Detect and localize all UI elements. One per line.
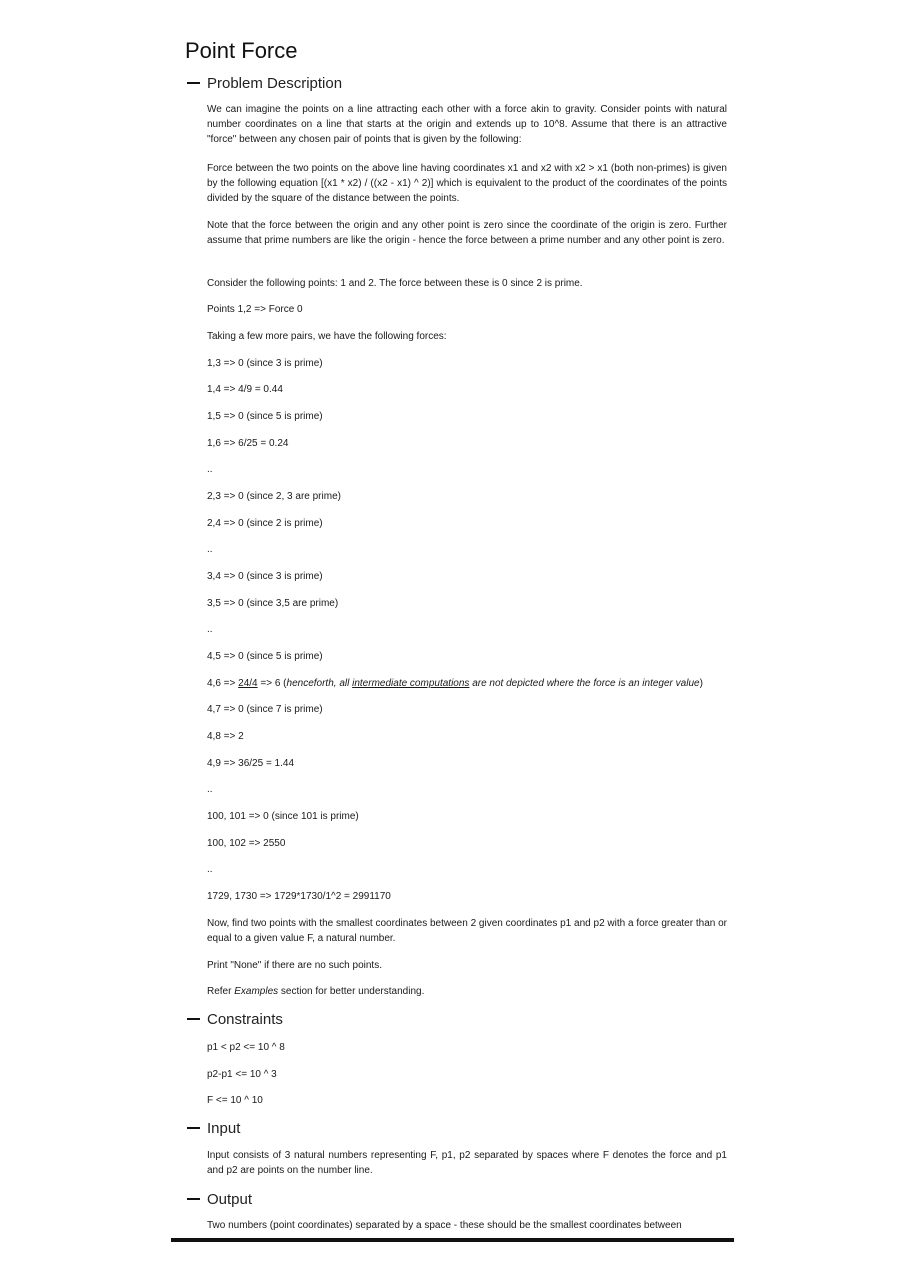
fraction-link: 24/4 (238, 678, 258, 689)
section-label: Problem Description (207, 74, 343, 92)
section-label: Input (207, 1119, 241, 1137)
example-line: 3,5 => 0 (since 3,5 are prime) (207, 598, 339, 609)
description-paragraph: Taking a few more pairs, we have the following forces: (207, 331, 447, 342)
example-line: 4,5 => 0 (since 5 is prime) (207, 651, 323, 662)
example-line: 3,4 => 0 (since 3 is prime) (207, 571, 323, 582)
section-input[interactable] (187, 1118, 240, 1138)
example-line: .. (207, 784, 213, 795)
example-line: .. (207, 544, 213, 555)
example-line: 1729, 1730 => 1729*1730/1^2 = 2991170 (207, 891, 391, 902)
description-paragraph: Now, find two points with the smallest coordinates between 2 given coordinates p1 and p2 with a force greater than or equal to a given value F, a natural number. (207, 918, 727, 944)
collapse-icon[interactable] (187, 1018, 200, 1020)
example-line: 4,7 => 0 (since 7 is prime) (207, 704, 323, 715)
example-line-4-6: 4,6 => 24/4 => 6 (henceforth, all intermediate computations are not depicted where the force is an integer value) (207, 678, 703, 689)
description-paragraph: Note that the force between the origin and any other point is zero since the coordinate of the origin is zero. Further assume that prime numbers are like the origin - hence the force between a prime number and any other point is zero. (207, 220, 727, 246)
example-line: 1,6 => 6/25 = 0.24 (207, 438, 289, 449)
description-paragraph: Force between the two points on the above line having coordinates x1 and x2 with x2 > x1 (both non-primes) is given by the following equation [(x1 * x2) / ((x2 - x1) ^ 2)] which is equivalent to the product of the coordinates of the points divided by the square of the distance between the points. (207, 163, 727, 204)
section-problem-description[interactable] (187, 73, 342, 93)
example-line: .. (207, 624, 213, 635)
example-line: 1,3 => 0 (since 3 is prime) (207, 358, 323, 369)
input-description: Input consists of 3 natural numbers representing F, p1, p2 separated by spaces where F denotes the force and p1 and p2 are points on the number line. (207, 1150, 727, 1176)
example-line: 100, 102 => 2550 (207, 838, 286, 849)
collapse-icon[interactable] (187, 1198, 200, 1200)
collapse-icon[interactable] (187, 1127, 200, 1129)
intermediate-computations-note: intermediate computations (352, 678, 470, 689)
description-paragraph: Consider the following points: 1 and 2. The force between these is 0 since 2 is prime. (207, 278, 583, 289)
output-description: Two numbers (point coordinates) separated by a space - these should be the smallest coordinates between (207, 1220, 682, 1231)
section-constraints[interactable] (187, 1009, 283, 1029)
constraint-line: F <= 10 ^ 10 (207, 1095, 263, 1106)
example-line: 1,4 => 4/9 = 0.44 (207, 384, 283, 395)
example-line: 2,3 => 0 (since 2, 3 are prime) (207, 491, 341, 502)
example-line: 100, 101 => 0 (since 101 is prime) (207, 811, 359, 822)
example-line: 4,8 => 2 (207, 731, 244, 742)
example-line: 2,4 => 0 (since 2 is prime) (207, 518, 323, 529)
description-paragraph: Refer Examples section for better understanding. (207, 986, 425, 997)
page-bottom-divider (171, 1238, 734, 1242)
collapse-icon[interactable] (187, 82, 200, 84)
examples-reference: Examples (234, 986, 279, 997)
example-line: .. (207, 464, 213, 475)
description-paragraph: Points 1,2 => Force 0 (207, 304, 303, 315)
description-paragraph: Print "None" if there are no such points. (207, 960, 382, 971)
description-paragraph: We can imagine the points on a line attracting each other with a force akin to gravity. Consider points with natural number coordinates on a line that starts at the origin and extends up to 10^8. Assume that there is an attractive "force" between any chosen pair of points that is given by the following: (207, 104, 727, 145)
constraint-line: p1 < p2 <= 10 ^ 8 (207, 1042, 285, 1053)
example-line: 4,9 => 36/25 = 1.44 (207, 758, 295, 769)
section-output[interactable] (187, 1189, 252, 1209)
section-label: Constraints (207, 1010, 283, 1028)
section-label: Output (207, 1190, 253, 1208)
page-title: Point Force (185, 38, 298, 63)
example-line: 1,5 => 0 (since 5 is prime) (207, 411, 323, 422)
example-line: .. (207, 864, 213, 875)
constraint-line: p2-p1 <= 10 ^ 3 (207, 1069, 277, 1080)
